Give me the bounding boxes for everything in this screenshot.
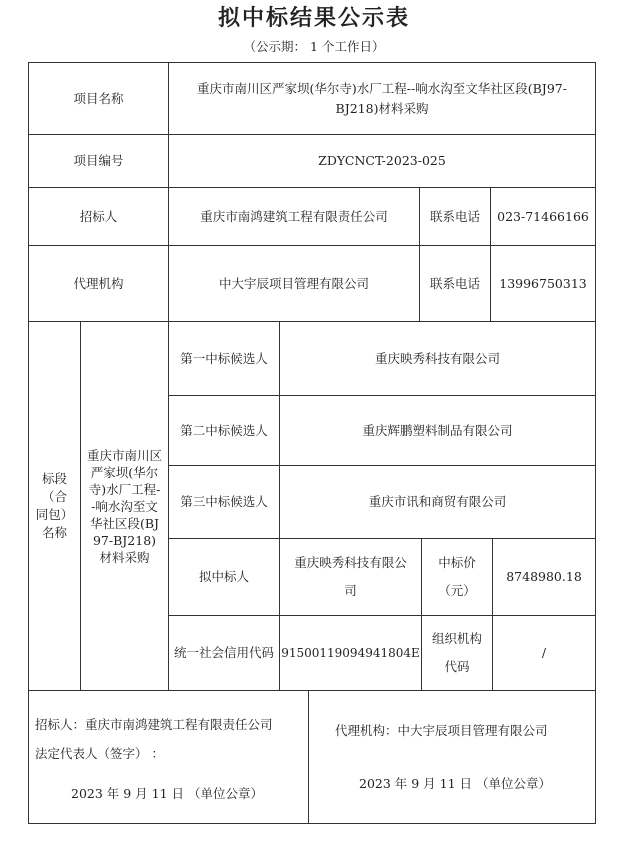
winner-price: 8748980.18: [492, 538, 596, 616]
candidate-3-value: 重庆市讯和商贸有限公司: [279, 465, 596, 539]
org-code-value: /: [492, 615, 596, 691]
winner-value: 重庆映秀科技有限公司: [279, 538, 422, 616]
page-subtitle: （公示期： 1 个工作日）: [243, 39, 385, 54]
winner-label: 拟中标人: [168, 538, 280, 616]
footer-legal-rep: 法定代表人（签字） ：: [35, 746, 164, 761]
agency-phone-label: 联系电话: [419, 245, 491, 322]
footer-tenderer-block: [28, 690, 309, 824]
candidate-1-value: 重庆映秀科技有限公司: [279, 321, 596, 396]
tenderer-phone-label: 联系电话: [419, 187, 491, 246]
footer-agency-date: 2023 年 9 月 11 日 （单位公章）: [359, 776, 552, 791]
page-title: 拟中标结果公示表: [217, 5, 410, 31]
candidate-2-value: 重庆辉鹏塑料制品有限公司: [279, 395, 596, 466]
project-name-label: 项目名称: [28, 62, 169, 135]
tenderer-label: 招标人: [28, 187, 169, 246]
agency-label: 代理机构: [28, 245, 169, 322]
winner-price-label: 中标价 （元）: [421, 538, 493, 616]
project-name-value: 重庆市南川区严家坝(华尔寺)水厂工程--响水沟至文华社区段(BJ97-BJ218)材料采购: [168, 62, 596, 135]
candidate-1-label: 第一中标候选人: [168, 321, 280, 396]
footer-agency: 代理机构：中大宇辰项目管理有限公司: [335, 723, 548, 738]
agency-phone: 13996750313: [490, 245, 596, 322]
agency-value: 中大宇辰项目管理有限公司: [168, 245, 420, 322]
project-code-label: 项目编号: [28, 134, 169, 188]
tenderer-value: 重庆市南鸿建筑工程有限责任公司: [168, 187, 420, 246]
lot-name: 重庆市南川区严家坝(华尔寺)水厂工程--响水沟至文华社区段(BJ97-BJ218)材料采购: [80, 321, 169, 691]
lot-label: 标段 （合 同包） 名称: [28, 321, 81, 691]
footer-tenderer-date: 2023 年 9 月 11 日 （单位公章）: [71, 786, 264, 801]
footer-agency-block: [308, 690, 596, 824]
candidate-2-label: 第二中标候选人: [168, 395, 280, 466]
credit-code-label: 统一社会信用代码: [168, 615, 280, 691]
candidate-3-label: 第三中标候选人: [168, 465, 280, 539]
project-code-value: ZDYCNCT-2023-025: [168, 134, 596, 188]
footer-tenderer: 招标人：重庆市南鸿建筑工程有限责任公司: [35, 717, 273, 732]
org-code-label: 组织机构代码: [421, 615, 493, 691]
tenderer-phone: 023-71466166: [490, 187, 596, 246]
credit-code-value: 91500119094941804E: [279, 615, 422, 691]
